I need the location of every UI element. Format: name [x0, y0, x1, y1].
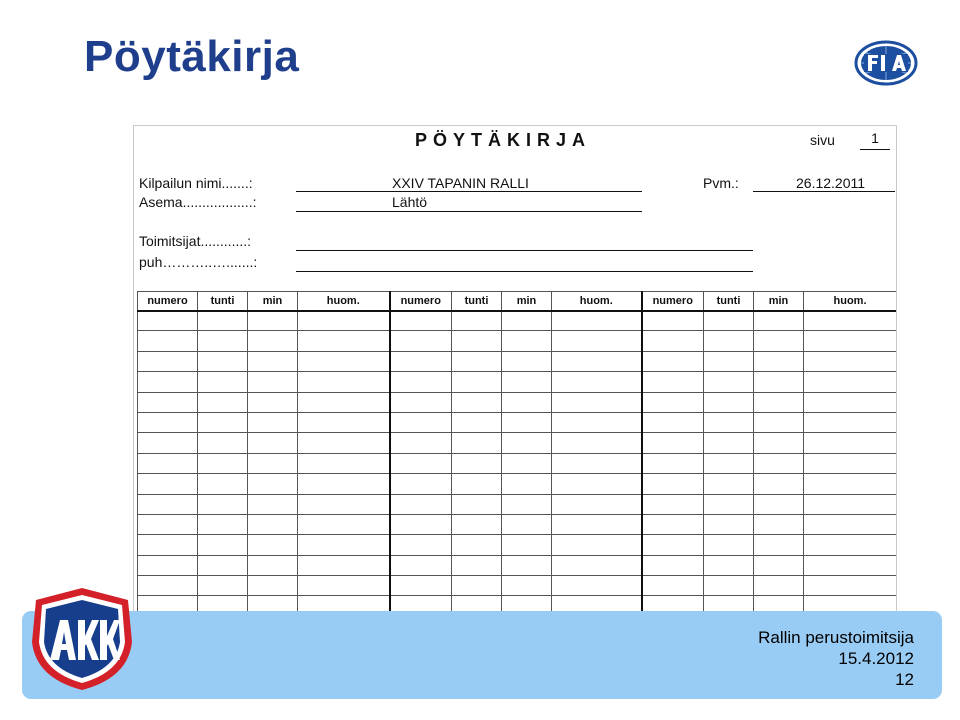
- table-cell: [502, 351, 552, 371]
- table-cell: [804, 392, 897, 412]
- table-cell: [704, 494, 754, 514]
- table-cell: [502, 474, 552, 494]
- table-cell: [198, 555, 248, 575]
- table-cell: [198, 351, 248, 371]
- table-cell: [298, 596, 390, 612]
- table-cell: [198, 576, 248, 596]
- table-cell: [642, 514, 704, 534]
- phone-line: [296, 271, 753, 272]
- table-cell: [552, 453, 642, 473]
- table-cell: [452, 494, 502, 514]
- table-cell: [390, 514, 452, 534]
- table-row: [138, 494, 897, 514]
- table-cell: [642, 351, 704, 371]
- table-cell: [642, 412, 704, 432]
- table-cell: [198, 392, 248, 412]
- table-cell: [642, 474, 704, 494]
- table-cell: [804, 412, 897, 432]
- table-cell: [754, 372, 804, 392]
- table-cell: [298, 372, 390, 392]
- event-name-label: Kilpailun nimi.......:: [139, 175, 253, 191]
- table-cell: [248, 412, 298, 432]
- table-cell: [248, 535, 298, 555]
- table-cell: [552, 311, 642, 331]
- table-cell: [198, 474, 248, 494]
- form-title: PÖYTÄKIRJA: [414, 130, 591, 150]
- table-cell: [502, 576, 552, 596]
- table-cell: [390, 576, 452, 596]
- table-cell: [138, 351, 198, 371]
- table-cell: [804, 433, 897, 453]
- table-cell: [298, 412, 390, 432]
- table-cell: [138, 535, 198, 555]
- table-cell: [552, 555, 642, 575]
- phone-label: puh………..….......:: [139, 254, 258, 270]
- table-cell: [138, 514, 198, 534]
- table-cell: [138, 474, 198, 494]
- table-cell: [198, 535, 248, 555]
- table-cell: [804, 555, 897, 575]
- table-cell: [248, 351, 298, 371]
- column-header: min: [248, 292, 298, 311]
- table-cell: [298, 514, 390, 534]
- table-cell: [138, 555, 198, 575]
- table-cell: [754, 494, 804, 514]
- table-cell: [704, 412, 754, 432]
- table-cell: [248, 433, 298, 453]
- akk-logo-icon: [30, 586, 134, 692]
- column-header: huom.: [804, 292, 897, 311]
- table-row: [138, 392, 897, 412]
- table-cell: [804, 351, 897, 371]
- table-cell: [138, 412, 198, 432]
- table-cell: [704, 596, 754, 612]
- table-cell: [804, 514, 897, 534]
- page-number-value: 1: [860, 130, 890, 150]
- table-row: [138, 596, 897, 612]
- table-row: [138, 412, 897, 432]
- table-cell: [642, 596, 704, 612]
- table-cell: [502, 596, 552, 612]
- table-cell: [138, 494, 198, 514]
- table-cell: [552, 331, 642, 351]
- table-cell: [248, 474, 298, 494]
- table-cell: [452, 311, 502, 331]
- table-cell: [642, 535, 704, 555]
- table-cell: [552, 392, 642, 412]
- table-cell: [138, 372, 198, 392]
- table-cell: [754, 331, 804, 351]
- table-cell: [502, 412, 552, 432]
- table-cell: [754, 412, 804, 432]
- table-cell: [298, 311, 390, 331]
- table-cell: [390, 412, 452, 432]
- table-cell: [502, 331, 552, 351]
- table-cell: [138, 596, 198, 612]
- table-cell: [248, 372, 298, 392]
- column-header: huom.: [298, 292, 390, 311]
- table-cell: [248, 596, 298, 612]
- table-cell: [804, 331, 897, 351]
- table-cell: [248, 514, 298, 534]
- table-cell: [502, 392, 552, 412]
- column-header: huom.: [552, 292, 642, 311]
- table-cell: [390, 351, 452, 371]
- table-body: [138, 311, 897, 613]
- table-cell: [704, 453, 754, 473]
- table-cell: [642, 392, 704, 412]
- column-header: numero: [390, 292, 452, 311]
- table-cell: [390, 555, 452, 575]
- page-number-label: sivu: [810, 132, 835, 148]
- table-row: [138, 535, 897, 555]
- column-header: numero: [642, 292, 704, 311]
- table-cell: [754, 576, 804, 596]
- table-row: [138, 372, 897, 392]
- table-cell: [642, 331, 704, 351]
- table-cell: [198, 433, 248, 453]
- table-cell: [138, 311, 198, 331]
- table-cell: [804, 311, 897, 331]
- table-cell: [138, 433, 198, 453]
- table-cell: [390, 474, 452, 494]
- table-cell: [704, 392, 754, 412]
- table-cell: [754, 514, 804, 534]
- table-cell: [198, 331, 248, 351]
- table-cell: [642, 576, 704, 596]
- slide-title: Pöytäkirja: [84, 32, 300, 81]
- table-cell: [452, 412, 502, 432]
- table-cell: [452, 514, 502, 534]
- time-record-table: [137, 291, 897, 612]
- table-cell: [452, 351, 502, 371]
- table-cell: [502, 535, 552, 555]
- table-cell: [390, 535, 452, 555]
- table-cell: [642, 311, 704, 331]
- table-cell: [704, 576, 754, 596]
- table-cell: [138, 331, 198, 351]
- table-cell: [754, 535, 804, 555]
- column-header: tunti: [452, 292, 502, 311]
- table-cell: [390, 453, 452, 473]
- table-cell: [502, 453, 552, 473]
- table-cell: [704, 331, 754, 351]
- table-cell: [452, 474, 502, 494]
- table-cell: [390, 392, 452, 412]
- table-cell: [804, 453, 897, 473]
- table-cell: [138, 392, 198, 412]
- footer-text: [758, 627, 914, 690]
- table-cell: [754, 311, 804, 331]
- footer-presentation-name: Rallin perustoimitsija: [758, 628, 914, 647]
- table-cell: [452, 331, 502, 351]
- table-cell: [552, 433, 642, 453]
- table-cell: [248, 392, 298, 412]
- column-header: min: [502, 292, 552, 311]
- table-row: [138, 433, 897, 453]
- table-cell: [298, 453, 390, 473]
- table-cell: [298, 433, 390, 453]
- table-cell: [138, 576, 198, 596]
- table-cell: [248, 576, 298, 596]
- table-cell: [552, 596, 642, 612]
- table-cell: [248, 453, 298, 473]
- table-cell: [298, 331, 390, 351]
- date-line: [753, 191, 895, 192]
- table-cell: [552, 474, 642, 494]
- table-cell: [502, 433, 552, 453]
- table-cell: [804, 372, 897, 392]
- table-cell: [298, 576, 390, 596]
- table-cell: [198, 372, 248, 392]
- table-cell: [298, 392, 390, 412]
- table-cell: [642, 372, 704, 392]
- table-header-row: [138, 292, 897, 311]
- table-cell: [704, 535, 754, 555]
- table-cell: [138, 453, 198, 473]
- station-label: Asema..................:: [139, 194, 257, 210]
- table-cell: [552, 372, 642, 392]
- table-row: [138, 453, 897, 473]
- table-cell: [552, 412, 642, 432]
- table-row: [138, 311, 897, 331]
- table-cell: [754, 453, 804, 473]
- table-cell: [552, 576, 642, 596]
- table-cell: [804, 596, 897, 612]
- table-cell: [754, 596, 804, 612]
- table-cell: [390, 331, 452, 351]
- fia-logo-icon: [854, 40, 918, 86]
- event-name-value: XXIV TAPANIN RALLI: [392, 175, 529, 191]
- table-cell: [502, 514, 552, 534]
- date-value: 26.12.2011: [796, 175, 866, 191]
- table-cell: [552, 494, 642, 514]
- footer-date: 15.4.2012: [838, 649, 914, 668]
- table-cell: [248, 494, 298, 514]
- table-cell: [642, 555, 704, 575]
- table-cell: [390, 433, 452, 453]
- table-cell: [198, 596, 248, 612]
- table-cell: [198, 412, 248, 432]
- table-cell: [298, 555, 390, 575]
- table-cell: [642, 433, 704, 453]
- table-cell: [452, 555, 502, 575]
- table-cell: [198, 453, 248, 473]
- table-cell: [704, 351, 754, 371]
- table-cell: [804, 494, 897, 514]
- column-header: tunti: [704, 292, 754, 311]
- footer-bar: [22, 611, 942, 699]
- table-cell: [552, 514, 642, 534]
- column-header: numero: [138, 292, 198, 311]
- table-cell: [754, 474, 804, 494]
- table-cell: [642, 494, 704, 514]
- table-row: [138, 555, 897, 575]
- table-cell: [248, 331, 298, 351]
- table-row: [138, 474, 897, 494]
- table-cell: [502, 372, 552, 392]
- table-cell: [502, 494, 552, 514]
- station-value: Lähtö: [392, 194, 428, 210]
- table-cell: [452, 453, 502, 473]
- table-row: [138, 576, 897, 596]
- table-cell: [804, 474, 897, 494]
- table-cell: [804, 535, 897, 555]
- table-cell: [298, 535, 390, 555]
- table-cell: [704, 433, 754, 453]
- table-cell: [704, 514, 754, 534]
- table-cell: [390, 311, 452, 331]
- table-cell: [298, 494, 390, 514]
- table-cell: [390, 596, 452, 612]
- table-cell: [754, 351, 804, 371]
- table-cell: [642, 453, 704, 473]
- officials-line: [296, 250, 753, 251]
- footer-slide-number: 12: [895, 670, 914, 689]
- table-cell: [248, 311, 298, 331]
- table-cell: [452, 433, 502, 453]
- table-cell: [390, 494, 452, 514]
- event-name-line: [296, 191, 642, 192]
- table-cell: [704, 311, 754, 331]
- table-cell: [452, 372, 502, 392]
- table-cell: [704, 555, 754, 575]
- table-cell: [248, 555, 298, 575]
- table-row: [138, 331, 897, 351]
- table-cell: [452, 596, 502, 612]
- station-line: [296, 211, 642, 212]
- table-row: [138, 351, 897, 371]
- table-cell: [552, 535, 642, 555]
- table-cell: [452, 535, 502, 555]
- table-cell: [298, 351, 390, 371]
- table-cell: [552, 351, 642, 371]
- table-cell: [754, 392, 804, 412]
- table-cell: [390, 372, 452, 392]
- officials-label: Toimitsijat............:: [139, 233, 252, 249]
- table-cell: [804, 576, 897, 596]
- table-cell: [754, 433, 804, 453]
- table-row: [138, 514, 897, 534]
- table-cell: [502, 311, 552, 331]
- table-cell: [452, 576, 502, 596]
- table-cell: [198, 494, 248, 514]
- column-header: tunti: [198, 292, 248, 311]
- table-cell: [754, 555, 804, 575]
- table-cell: [704, 372, 754, 392]
- table-cell: [452, 392, 502, 412]
- table-cell: [198, 311, 248, 331]
- date-label: Pvm.:: [703, 175, 739, 191]
- table-cell: [298, 474, 390, 494]
- table-cell: [502, 555, 552, 575]
- table-cell: [704, 474, 754, 494]
- table-cell: [198, 514, 248, 534]
- column-header: min: [754, 292, 804, 311]
- protocol-form: [133, 125, 897, 612]
